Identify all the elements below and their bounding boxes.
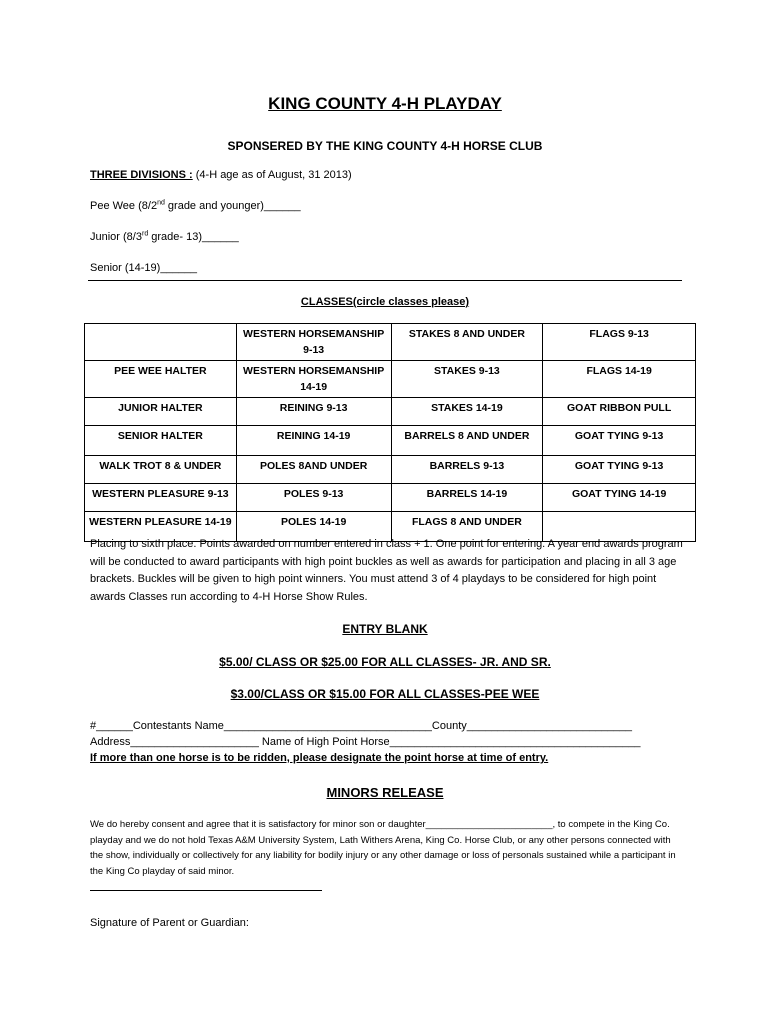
classes-row: [85, 456, 696, 484]
class-cell[interactable]: REINING 14-19: [236, 426, 391, 456]
division-senior: Senior (14-19)______: [90, 262, 198, 274]
signature-line[interactable]: [90, 890, 322, 891]
class-cell[interactable]: JUNIOR HALTER: [85, 398, 237, 426]
page-subtitle: SPONSERED BY THE KING COUNTY 4-H HORSE CLUB: [227, 139, 543, 153]
address-horse-line[interactable]: Address_____________________ Name of High Point Horse_________________________________________: [90, 736, 641, 748]
class-cell[interactable]: GOAT RIBBON PULL: [543, 398, 696, 426]
class-cell[interactable]: FLAGS 9-13: [543, 324, 696, 361]
class-cell[interactable]: PEE WEE HALTER: [85, 361, 237, 398]
division-peewee-sup: nd: [157, 199, 165, 207]
division-peewee-text-end: grade and younger)______: [164, 200, 301, 212]
class-cell[interactable]: REINING 9-13: [236, 398, 391, 426]
class-cell[interactable]: SENIOR HALTER: [85, 426, 237, 456]
placing-paragraph: Placing to sixth place. Points awarded on number entered in class + 1. One point for entering. A year end awards program will be conducted to award participants with high point buckles as well as awards for participation and placing in all 3 age brackets. Buckles will be given to high point winners. You must attend 3 of 4 playdays to be considered for high point awards Classes run according to 4-H Horse Show Rules.: [90, 538, 683, 603]
class-cell[interactable]: WALK TROT 8 & UNDER: [85, 456, 237, 484]
division-junior-sup: rd: [141, 230, 149, 238]
class-cell[interactable]: STAKES 9-13: [391, 361, 543, 398]
price-peewee: $3.00/CLASS OR $15.00 FOR ALL CLASSES-PEE WEE: [230, 687, 540, 701]
class-cell[interactable]: STAKES 14-19: [391, 398, 543, 426]
classes-row: [85, 426, 696, 456]
class-cell[interactable]: GOAT TYING 9-13: [543, 456, 696, 484]
divisions-note: (4-H age as of August, 31 2013): [192, 169, 352, 181]
class-cell[interactable]: BARRELS 9-13: [391, 456, 543, 484]
class-cell[interactable]: WESTERN PLEASURE 14-19: [85, 512, 237, 542]
classes-heading: CLASSES(circle classes please): [300, 296, 470, 308]
division-junior-text: Junior (8/3: [90, 231, 142, 243]
division-peewee-text: Pee Wee (8/2: [90, 200, 158, 212]
minors-release-heading: MINORS RELEASE: [326, 785, 444, 800]
classes-row: [85, 324, 696, 361]
class-cell[interactable]: BARRELS 14-19: [391, 484, 543, 512]
class-cell[interactable]: WESTERN HORSEMANSHIP 9-13: [236, 324, 391, 361]
class-cell[interactable]: POLES 9-13: [236, 484, 391, 512]
class-cell[interactable]: WESTERN HORSEMANSHIP 14-19: [236, 361, 391, 398]
classes-row: [85, 484, 696, 512]
class-cell[interactable]: WESTERN PLEASURE 9-13: [85, 484, 237, 512]
entry-blank-heading: ENTRY BLANK: [342, 622, 428, 636]
class-cell[interactable]: POLES 8AND UNDER: [236, 456, 391, 484]
classes-table: [84, 323, 696, 542]
class-cell[interactable]: STAKES 8 AND UNDER: [391, 324, 543, 361]
page-title: KING COUNTY 4-H PLAYDAY: [268, 94, 502, 113]
signature-label: Signature of Parent or Guardian:: [90, 917, 249, 929]
release-paragraph: We do hereby consent and agree that it is satisfactory for minor son or daughter________________________, to compete in the King Co. playday and we do not hold Texas A&M University System, Lath Withers Arena, King Co. Horse Club, or any other persons connected with the show, individually or collectively for any liability for bodily injury or any other damage or loss of personals sustained while a participant in the King Co playday of said minor.: [90, 819, 676, 877]
section-divider: [88, 280, 682, 281]
classes-row: [85, 361, 696, 398]
class-cell[interactable]: GOAT TYING 9-13: [543, 426, 696, 456]
class-cell[interactable]: FLAGS 14-19: [543, 361, 696, 398]
division-peewee: [90, 200, 301, 212]
classes-row: [85, 398, 696, 426]
contestant-name-line[interactable]: #______Contestants Name__________________________________County___________________________: [90, 720, 632, 732]
class-cell[interactable]: FLAGS 8 AND UNDER: [391, 512, 543, 542]
price-jr-sr: $5.00/ CLASS OR $25.00 FOR ALL CLASSES- JR. AND SR.: [219, 655, 551, 669]
division-junior-text-end: grade- 13)______: [148, 231, 239, 243]
divisions-label: THREE DIVISIONS :: [90, 169, 193, 181]
division-junior: [90, 231, 239, 243]
class-cell[interactable]: GOAT TYING 14-19: [543, 484, 696, 512]
class-cell[interactable]: POLES 14-19: [236, 512, 391, 542]
class-cell[interactable]: BARRELS 8 AND UNDER: [391, 426, 543, 456]
point-horse-warning: If more than one horse is to be ridden, please designate the point horse at time of entry.: [90, 752, 549, 764]
divisions-line: [90, 169, 352, 181]
class-cell[interactable]: [85, 324, 237, 361]
